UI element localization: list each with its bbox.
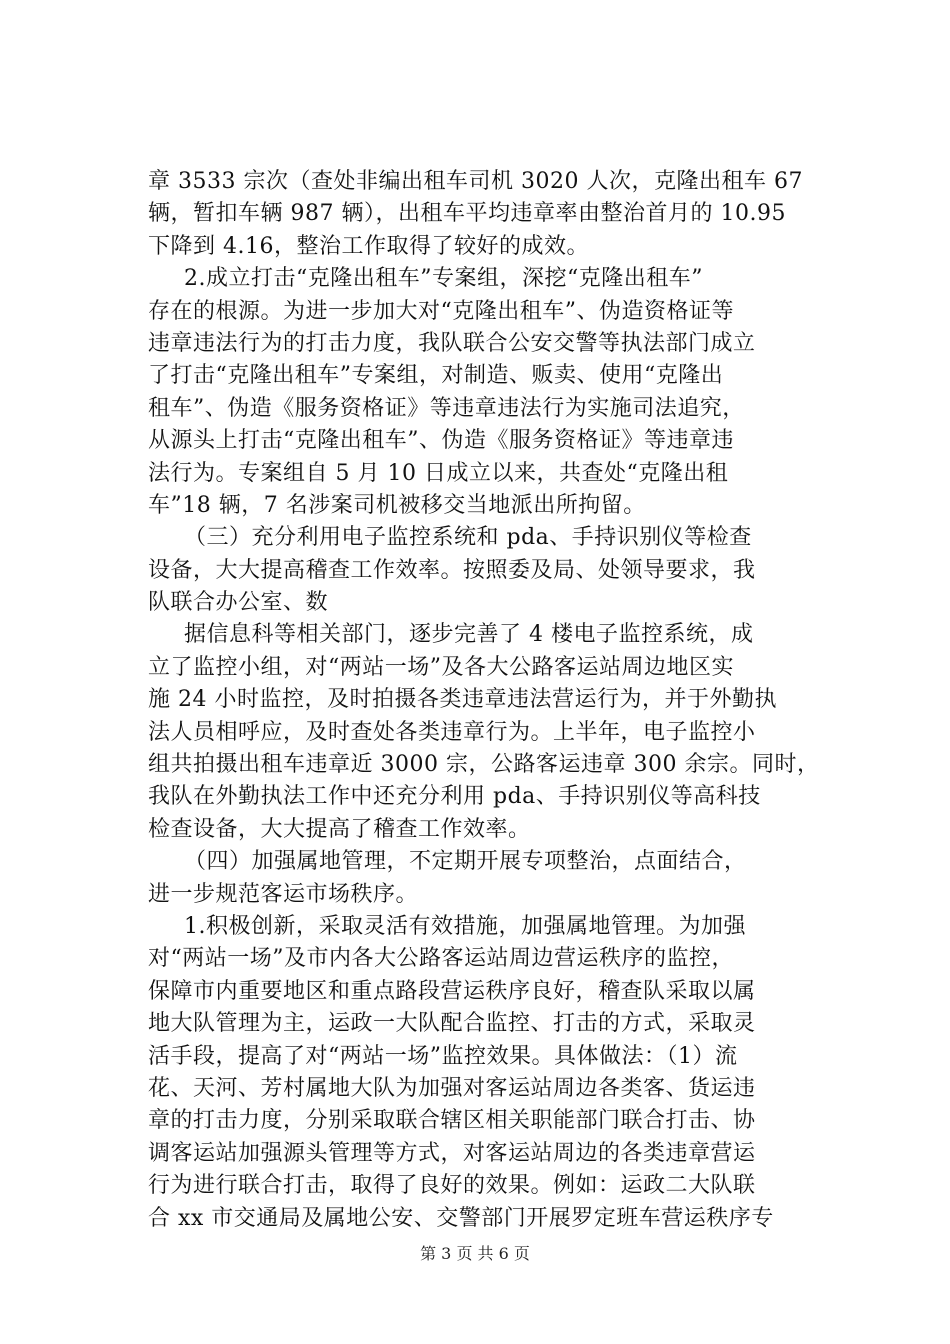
text-line: 设备，大大提高稽查工作效率。按照委及局、处领导要求，我 [148,557,756,583]
body-text [148,166,848,1235]
text-line: 检查设备，大大提高了稽查工作效率。 [148,816,531,842]
text-line: 调客运站加强源头管理等方式，对客运站周边的各类违章营运 [148,1140,756,1166]
text-line: 法人员相呼应，及时查处各类违章行为。上半年，电子监控小 [148,719,756,745]
text-line: 了打击“克隆出租车”专案组，对制造、贩卖、使用“克隆出 [148,363,724,389]
page-number: 第 3 页 共 6 页 [420,1244,530,1263]
text-line: 组共拍摄出租车违章近 3000 宗，公路客运违章 300 余宗。同时， [148,752,820,778]
text-line: 2.成立打击“克隆出租车”专案组，深挖“克隆出租车” [184,266,703,292]
text-line: 从源头上打击“克隆出租车”、伪造《服务资格证》等违章违 [148,428,734,454]
text-line: 1.积极创新，采取灵活有效措施，加强属地管理。为加强 [184,913,746,939]
text-line: （四）加强属地管理，不定期开展专项整治，点面结合， [184,849,747,875]
text-line: 保障市内重要地区和重点路段营运秩序良好，稽查队采取以属 [148,978,756,1004]
text-line: 存在的根源。为进一步加大对“克隆出租车”、伪造资格证等 [148,298,734,324]
text-line: 对“两站一场”及市内各大公路客运站周边营运秩序的监控， [148,946,734,972]
text-line: 队联合办公室、数 [148,590,329,616]
text-line: 据信息科等相关部门，逐步完善了 4 楼电子监控系统，成 [184,622,754,648]
page-footer [0,1244,950,1264]
text-line: 施 24 小时监控，及时拍摄各类违章违法营运行为，并于外勤执 [148,687,777,713]
text-line: 合 xx 市交通局及属地公安、交警部门开展罗定班车营运秩序专 [148,1205,774,1231]
text-line: 我队在外勤执法工作中还充分利用 pda、手持识别仪等高科技 [148,784,761,810]
text-line: 地大队管理为主，运政一大队配合监控、打击的方式，采取灵 [148,1011,756,1037]
text-line: 立了监控小组，对“两站一场”及各大公路客运站周边地区实 [148,654,734,680]
text-line: 违章违法行为的打击力度，我队联合公安交警等执法部门成立 [148,330,756,356]
text-line: （三）充分利用电子监控系统和 pda、手持识别仪等检查 [184,525,752,551]
text-line: 辆，暂扣车辆 987 辆），出租车平均违章率由整治首月的 10.95 [148,201,786,227]
text-line: 行为进行联合打击，取得了良好的效果。例如：运政二大队联 [148,1173,756,1199]
text-line: 活手段，提高了对“两站一场”监控效果。具体做法：（1）流 [148,1043,738,1069]
text-line: 车”18 辆，7 名涉案司机被移交当地派出所拘留。 [148,492,646,518]
text-line: 章 3533 宗次（查处非编出租车司机 3020 人次，克隆出租车 67 [148,169,803,194]
text-line: 章的打击力度，分别采取联合辖区相关职能部门联合打击、协 [148,1108,756,1134]
text-line: 租车”、伪造《服务资格证》等违章违法行为实施司法追究， [148,395,745,421]
text-line: 进一步规范客运市场秩序。 [148,881,419,907]
text-line: 花、天河、芳村属地大队为加强对客运站周边各类客、货运违 [148,1075,756,1101]
text-line: 下降到 4.16，整治工作取得了较好的成效。 [148,233,589,259]
text-line: 法行为。专案组自 5 月 10 日成立以来，共查处“克隆出租 [148,460,729,486]
